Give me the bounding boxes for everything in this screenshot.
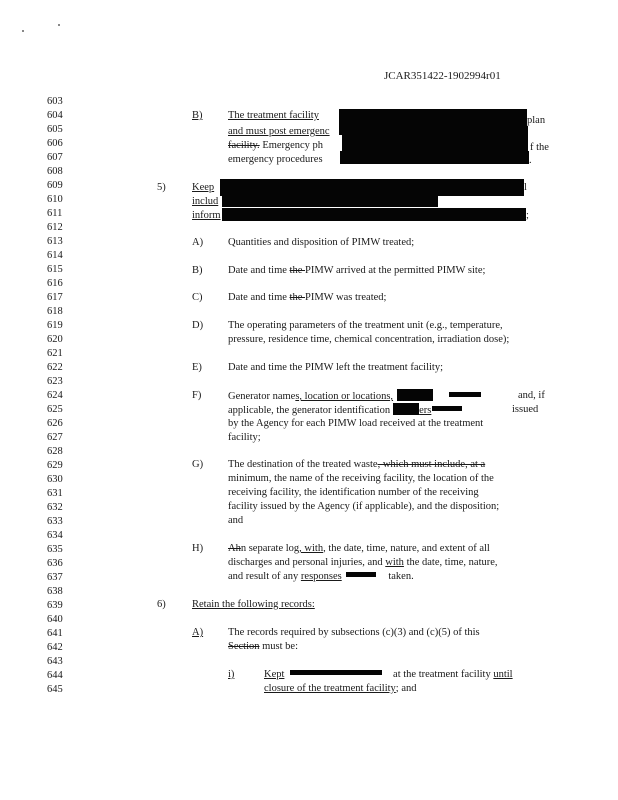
text-line: Date and time the PIMW left the treatment facility;: [228, 362, 443, 373]
line-number: 645: [47, 684, 63, 695]
text-line: [228, 291, 386, 305]
item-label: B): [192, 265, 203, 276]
line-number: 639: [47, 600, 63, 611]
text-fragment: .: [529, 155, 532, 166]
item-label: 5): [157, 182, 166, 193]
text-line: by the Agency for each PIMW load received at the treatment: [228, 418, 484, 429]
redaction-block: [432, 406, 462, 411]
deleted-text: , which must include, at a: [377, 459, 486, 470]
text-line: [512, 403, 538, 417]
text-fragment: applicable, the generator identification: [228, 405, 391, 416]
line-number: 613: [47, 236, 63, 247]
line-number: 638: [47, 586, 63, 597]
line-number: 634: [47, 530, 63, 541]
text-fragment: l: [524, 182, 527, 193]
text-line: [228, 542, 490, 556]
text-line: [530, 141, 549, 155]
redaction-block: [222, 208, 526, 221]
text-line: Quantities and disposition of PIMW treated;: [228, 237, 415, 248]
text-fragment: Emergency ph: [259, 140, 324, 151]
text-fragment: at the treatment facility: [390, 669, 494, 680]
added-text: until: [493, 669, 513, 680]
text-line: [192, 195, 218, 209]
deleted-text: facility.: [228, 140, 260, 151]
text-fragment: Keep: [192, 182, 215, 193]
text-fragment: and, if: [518, 390, 545, 401]
item-label: G): [192, 459, 204, 470]
text-line: [228, 458, 485, 472]
line-number: 607: [47, 152, 63, 163]
line-number: 633: [47, 516, 63, 527]
document-id: JCAR351422-1902994r01: [384, 70, 501, 82]
text-fragment: taken.: [385, 571, 414, 582]
deleted-text: the: [289, 292, 305, 303]
line-number: 605: [47, 124, 63, 135]
added-text: , with: [299, 543, 324, 554]
added-text: Kept: [264, 669, 285, 680]
text-fragment: Generator name: [228, 391, 296, 402]
line-number: 629: [47, 460, 63, 471]
item-label: H): [192, 543, 204, 554]
line-number: 627: [47, 432, 63, 443]
text-line: [228, 556, 498, 570]
text-line: [228, 640, 298, 654]
text-line: minimum, the name of the receiving facility, the location of the: [228, 473, 494, 484]
text-line: [264, 668, 513, 682]
text-line: [518, 389, 545, 403]
redaction-block: [220, 179, 524, 196]
scan-speck: [22, 30, 24, 32]
text-line: [228, 570, 414, 584]
redaction-block: [290, 670, 382, 675]
text-fragment: Date and time: [228, 265, 290, 276]
line-number: 637: [47, 572, 63, 583]
item-label: C): [192, 292, 203, 303]
text-line: The operating parameters of the treatment unit (e.g., temperature,: [228, 320, 503, 331]
text-line: [192, 209, 221, 223]
added-text: closure of the treatment facility: [264, 683, 396, 694]
text-line: [529, 154, 532, 168]
item-label: 6): [157, 599, 166, 610]
redaction-block: [449, 392, 481, 397]
added-text: s, location or locations,: [295, 391, 394, 402]
line-number: 621: [47, 348, 63, 359]
text-fragment: the date, time, nature,: [403, 557, 498, 568]
text-line: Retain the following records:: [192, 599, 315, 610]
line-number: 641: [47, 628, 63, 639]
redaction-block: [346, 572, 376, 577]
text-line: The records required by subsections (c)(3) and (c)(5) of this: [228, 627, 480, 638]
line-number: 620: [47, 334, 63, 345]
text-fragment: plan: [527, 115, 546, 126]
text-line: facility;: [228, 432, 261, 443]
item-label: A): [192, 627, 204, 638]
line-number: 614: [47, 250, 63, 261]
text-fragment: and result of any: [228, 571, 301, 582]
line-number: 619: [47, 320, 63, 331]
line-number: 603: [47, 96, 63, 107]
line-number: 622: [47, 362, 63, 373]
text-line: [264, 682, 416, 696]
line-number: 617: [47, 292, 63, 303]
text-fragment: Date and time: [228, 292, 290, 303]
line-number: 630: [47, 474, 63, 485]
text-fragment: and must post emergenc: [228, 126, 330, 137]
redaction-block: [340, 151, 529, 164]
deleted-text: Section: [228, 641, 260, 652]
item-label: F): [192, 390, 202, 401]
item-label: E): [192, 362, 202, 373]
text-fragment: n separate log: [240, 543, 300, 554]
redaction-block: [393, 403, 419, 415]
line-number: 615: [47, 264, 63, 275]
line-number: 632: [47, 502, 63, 513]
line-number: 618: [47, 306, 63, 317]
text-line: [228, 139, 323, 153]
text-line: facility issued by the Agency (if applicable), and the disposition;: [228, 501, 500, 512]
line-number: 624: [47, 390, 63, 401]
text-line: [228, 153, 323, 167]
scan-speck: [58, 24, 60, 26]
line-number: 635: [47, 544, 63, 555]
text-fragment: The treatment facility: [228, 110, 319, 121]
item-label: B): [192, 110, 203, 121]
text-fragment: discharges and personal injuries, and: [228, 557, 386, 568]
item-label: A): [192, 237, 204, 248]
line-number: 611: [47, 208, 63, 219]
deleted-text: the: [289, 265, 305, 276]
line-number: 608: [47, 166, 63, 177]
text-line: [524, 181, 527, 195]
text-fragment: , the date, time, nature, and extent of all: [323, 543, 490, 554]
line-number: 623: [47, 376, 63, 387]
redaction-block: [222, 195, 438, 207]
text-line: [228, 264, 485, 278]
text-line: [527, 114, 545, 128]
added-text: responses: [300, 571, 342, 582]
line-number: 625: [47, 404, 63, 415]
item-label: i): [228, 669, 235, 680]
item-label: D): [192, 320, 204, 331]
text-line: [228, 125, 330, 139]
text-line: [228, 389, 481, 404]
line-number: 609: [47, 180, 63, 191]
text-line: pressure, residence time, chemical concentration, irradiation dose);: [228, 334, 510, 345]
deleted-text: Ah: [228, 543, 241, 554]
line-number: 631: [47, 488, 63, 499]
text-fragment: inform: [192, 210, 221, 221]
text-fragment: issued: [512, 404, 539, 415]
text-fragment: The destination of the treated waste: [228, 459, 378, 470]
line-number: 612: [47, 222, 63, 233]
line-number: 644: [47, 670, 63, 681]
line-number: 606: [47, 138, 63, 149]
line-number: 626: [47, 418, 63, 429]
text-fragment: emergency procedures: [228, 154, 323, 165]
line-number: 628: [47, 446, 63, 457]
line-number: 643: [47, 656, 63, 667]
text-line: receiving facility, the identification number of the receiving: [228, 487, 479, 498]
line-number: 636: [47, 558, 63, 569]
text-fragment: ; and: [395, 683, 417, 694]
added-text: ers: [419, 405, 432, 416]
text-fragment: must be:: [259, 641, 298, 652]
text-fragment: PIMW was treated;: [304, 292, 387, 303]
line-number: 616: [47, 278, 63, 289]
line-number: 604: [47, 110, 63, 121]
line-number: 642: [47, 642, 63, 653]
line-number: 610: [47, 194, 63, 205]
text-fragment: includ: [192, 196, 219, 207]
text-fragment: f the: [530, 142, 549, 153]
text-fragment: ;: [526, 210, 529, 221]
line-number: 640: [47, 614, 63, 625]
text-line: [228, 403, 462, 418]
text-fragment: PIMW arrived at the permitted PIMW site;: [304, 265, 486, 276]
text-line: and: [228, 515, 244, 526]
redaction-block: [397, 389, 433, 401]
text-line: [228, 109, 319, 123]
added-text: with: [385, 557, 404, 568]
text-line: [526, 209, 529, 223]
text-line: [192, 181, 214, 195]
